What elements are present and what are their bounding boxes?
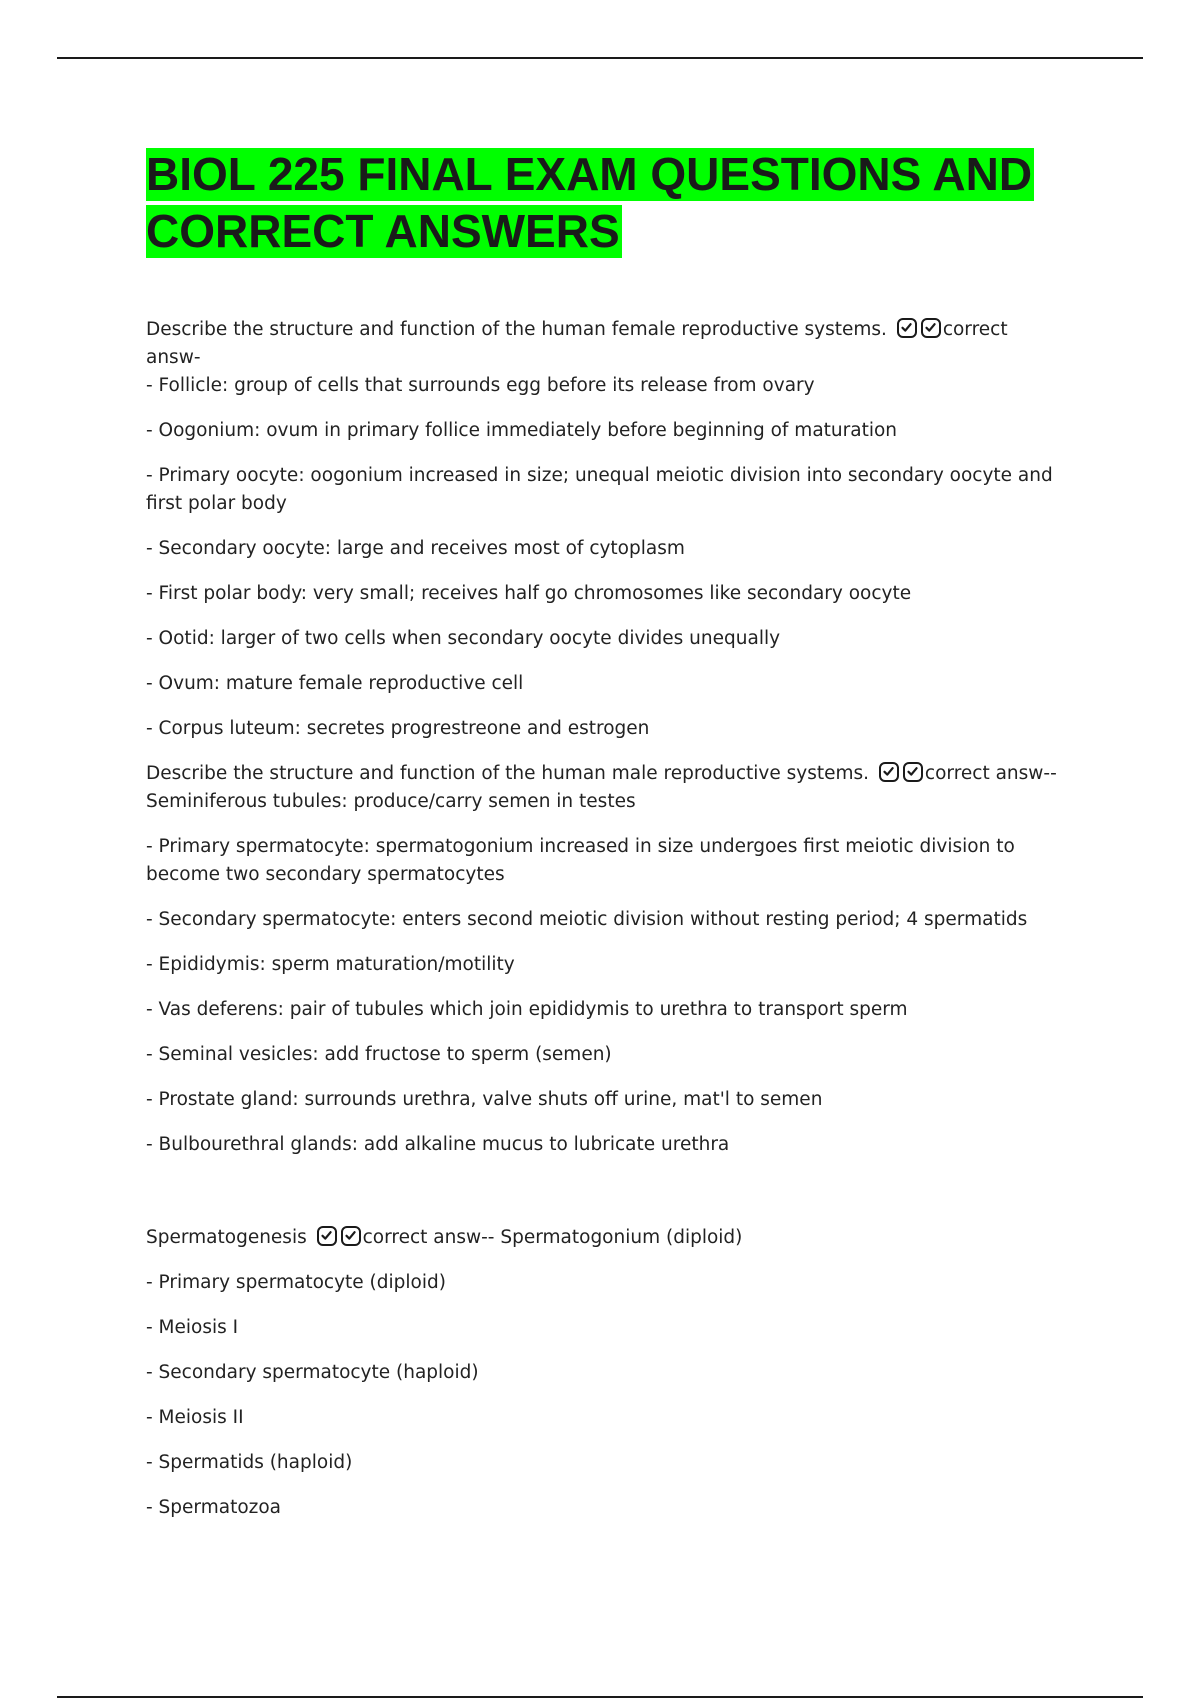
title-highlight: BIOL 225 FINAL EXAM QUESTIONS AND CORRECT ANSWERS <box>146 148 1033 257</box>
question-3 <box>146 1224 1066 1252</box>
checkbox-checked-icon <box>897 318 917 338</box>
answer-line: - Meiosis II <box>146 1407 244 1428</box>
answer-marker: correct answ-- <box>924 763 1057 784</box>
answer-line: - First polar body: very small; receives half go chromosomes like secondary oocyte <box>146 583 912 604</box>
bottom-divider <box>57 1696 1143 1698</box>
question-2 <box>146 760 1066 788</box>
answer-line: - Seminal vesicles: add fructose to sperm (semen) <box>146 1044 612 1065</box>
top-divider <box>57 57 1143 59</box>
checkbox-checked-icon <box>317 1226 337 1246</box>
page-title <box>146 146 1066 260</box>
question-3-text: Spermatogenesis <box>146 1227 307 1248</box>
answer-line: - Bulbourethral glands: add alkaline mucus to lubricate urethra <box>146 1134 730 1155</box>
answer-marker: correct answ- <box>146 319 1008 368</box>
answer-line: - Secondary spermatocyte: enters second meiotic division without resting period; 4 spermatids <box>146 909 1028 930</box>
answer-line: Seminiferous tubules: produce/carry semen in testes <box>146 791 636 812</box>
answer-line: - Primary spermatocyte: spermatogonium increased in size undergoes first meiotic division to become two secondary spermatocytes <box>146 836 1015 885</box>
answer-line: - Follicle: group of cells that surrounds egg before its release from ovary <box>146 375 815 396</box>
answer-line: - Prostate gland: surrounds urethra, valve shuts off urine, mat'l to semen <box>146 1089 823 1110</box>
question-1 <box>146 316 1066 372</box>
document-body <box>146 146 1066 1522</box>
question-2-text: Describe the structure and function of the human male reproductive systems. <box>146 763 870 784</box>
question-1-text: Describe the structure and function of the human female reproductive systems. <box>146 319 887 340</box>
answer-marker: correct answ-- <box>362 1227 495 1248</box>
answer-line: - Spermatozoa <box>146 1497 282 1518</box>
answer-first: Spermatogonium (diploid) <box>500 1227 743 1248</box>
answer-line: - Vas deferens: pair of tubules which join epididymis to urethra to transport sperm <box>146 999 908 1020</box>
answer-line: - Secondary spermatocyte (haploid) <box>146 1362 479 1383</box>
checkbox-checked-icon <box>903 762 923 782</box>
answer-line: - Ootid: larger of two cells when secondary oocyte divides unequally <box>146 628 781 649</box>
answer-line: - Epididymis: sperm maturation/motility <box>146 954 515 975</box>
checkbox-checked-icon <box>921 318 941 338</box>
answer-line: - Ovum: mature female reproductive cell <box>146 673 524 694</box>
answer-line: - Spermatids (haploid) <box>146 1452 353 1473</box>
answer-line: - Primary oocyte: oogonium increased in size; unequal meiotic division into secondary oocyte and first polar body <box>146 465 1053 514</box>
answer-line: - Secondary oocyte: large and receives most of cytoplasm <box>146 538 685 559</box>
answer-line: - Meiosis I <box>146 1317 239 1338</box>
checkbox-checked-icon <box>341 1226 361 1246</box>
answer-line: - Corpus luteum: secretes progrestreone and estrogen <box>146 718 650 739</box>
answer-line: - Oogonium: ovum in primary follice immediately before beginning of maturation <box>146 420 898 441</box>
answer-line: - Primary spermatocyte (diploid) <box>146 1272 446 1293</box>
checkbox-checked-icon <box>879 762 899 782</box>
